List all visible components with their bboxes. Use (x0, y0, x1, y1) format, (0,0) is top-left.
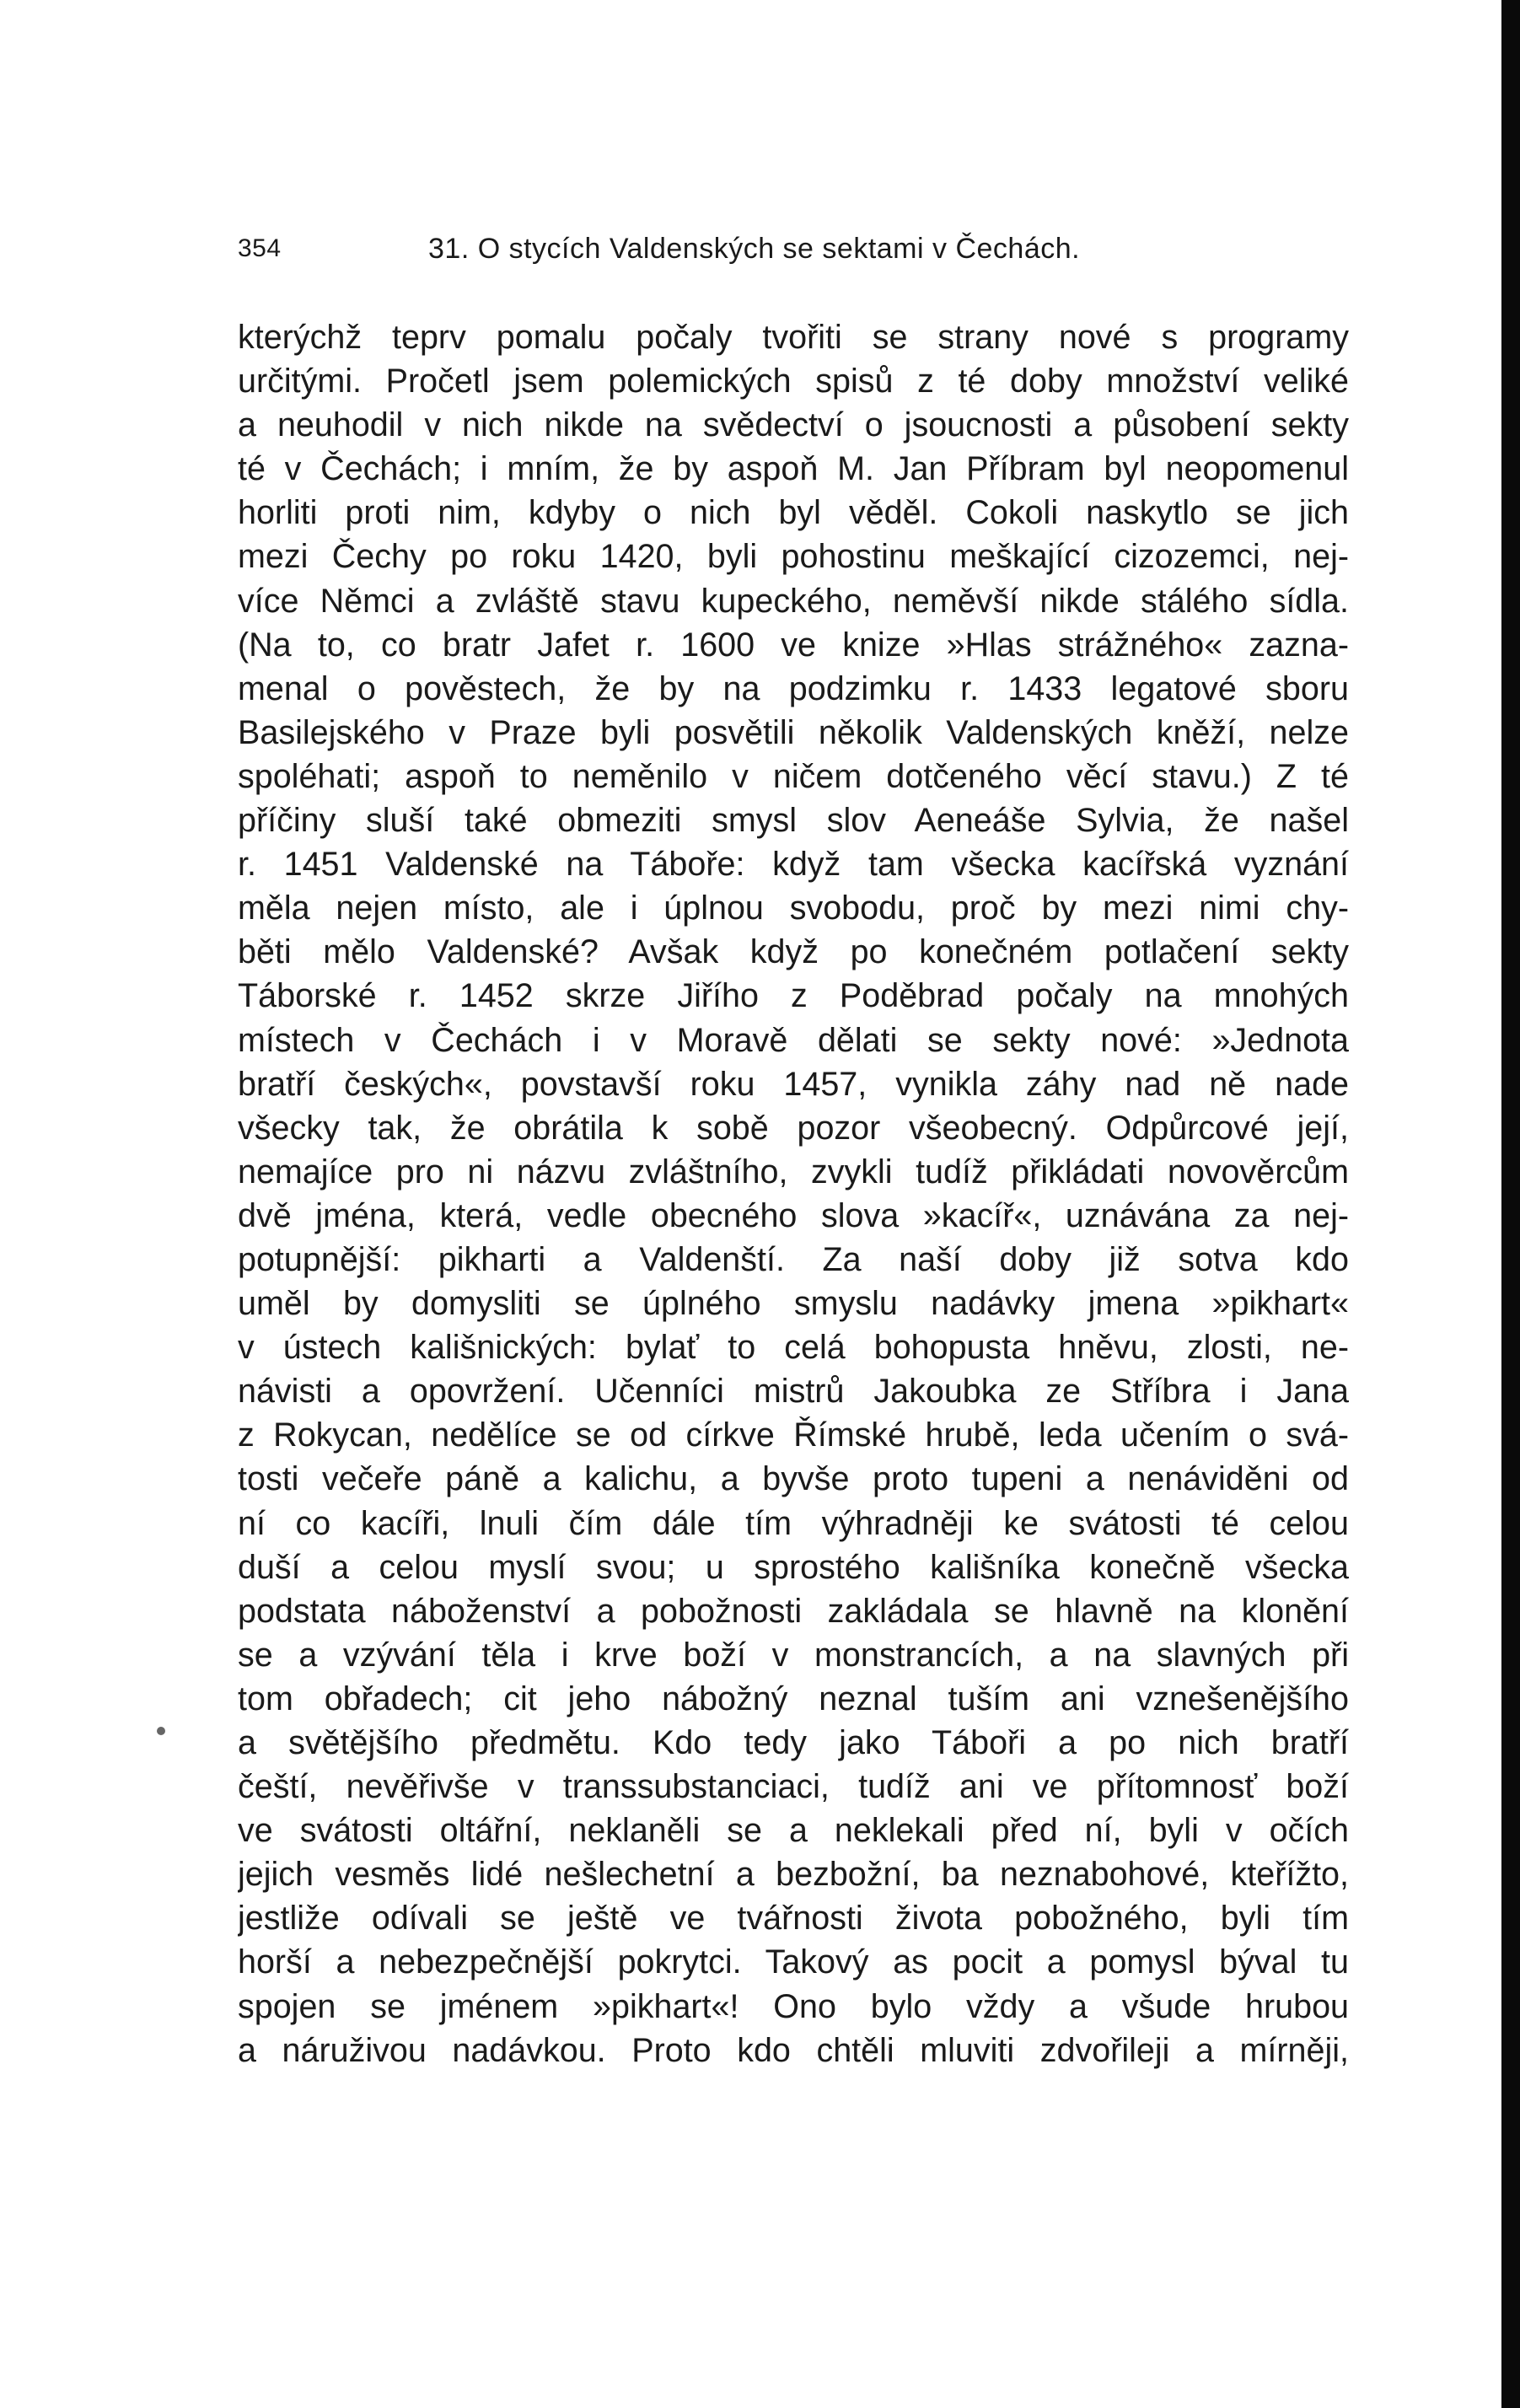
text-line: podstata náboženství a pobožnosti zakládala se hlavně na klonění (238, 1592, 1349, 1630)
scan-edge-border (1501, 0, 1520, 2408)
text-line: jejich vesměs lidé nešlechetní a bezbožní, ba neznabohové, kteřížto, (238, 1856, 1349, 1894)
text-line: v ústech kališnických: bylať to celá bohopusta hněvu, zlosti, ne- (238, 1329, 1349, 1367)
text-line: dvě jména, která, vedle obecného slova »kacíř«, uznávána za nej- (238, 1196, 1349, 1234)
text-line: kterýchž teprv pomalu počaly tvořiti se strany nové s programy (238, 319, 1349, 356)
text-line: tosti večeře páně a kalichu, a byvše proto tupeni a nenáviděni od (238, 1460, 1349, 1498)
text-line: čeští, nevěřivše v transsubstanciaci, tudíž ani ve přítomnosť boží (238, 1768, 1349, 1806)
text-line: potupnější: pikharti a Valdenští. Za naší doby již sotva kdo (238, 1240, 1349, 1278)
text-line: horliti proti nim, kdyby o nich byl věděl. Cokoli naskytlo se jich (238, 494, 1349, 532)
text-line: uměl by domysliti se úplného smyslu nadávky jmena »pikhart« (238, 1285, 1349, 1323)
text-line: mezi Čechy po roku 1420, byli pohostinu meškající cizozemci, nej- (238, 538, 1349, 576)
text-line: nemajíce pro ni názvu zvláštního, zvykli tudíž přikládati novověrcům (238, 1153, 1349, 1191)
text-line: návisti a opovržení. Učenníci mistrů Jakoubka ze Stříbra i Jana (238, 1373, 1349, 1411)
page-number: 354 (238, 234, 282, 262)
book-page (238, 228, 1349, 2072)
text-line: bratří českých«, povstavší roku 1457, vynikla záhy nad ně nade (238, 1065, 1349, 1103)
text-line: spoléhati; aspoň to neměnilo v ničem dotčeného věcí stavu.) Z té (238, 757, 1349, 795)
text-line: duší a celou myslí svou; u sprostého kališníka konečně všecka (238, 1548, 1349, 1586)
text-line: Táborské r. 1452 skrze Jiřího z Poděbrad počaly na mnohých (238, 977, 1349, 1015)
chapter-title: 31. O stycích Valdenských se sektami v Čechách. (428, 233, 1081, 265)
text-line: ve svátosti oltářní, neklaněli se a neklekali před ní, byli v očích (238, 1812, 1349, 1850)
text-line: z Rokycan, nedělíce se od církve Římské hrubě, leda učením o svá- (238, 1416, 1349, 1454)
text-line: jestliže odívali se ještě ve tvářnosti života pobožného, byli tím (238, 1900, 1349, 1938)
text-line: té v Čechách; i mním, že by aspoň M. Jan Příbram byl neopomenul (238, 450, 1349, 488)
text-line: všecky tak, že obrátila k sobě pozor všeobecný. Odpůrcové její, (238, 1109, 1349, 1147)
text-line: běti mělo Valdenské? Avšak když po konečném potlačení sekty (238, 933, 1349, 971)
scan-speck-marks (143, 1105, 211, 1138)
text-line: menal o pověstech, že by na podzimku r. 1433 legatové sboru (238, 669, 1349, 707)
text-line: tom obřadech; cit jeho nábožný neznal tuším ani vznešenějšího (238, 1680, 1349, 1717)
text-line: a světějšího předmětu. Kdo tedy jako Táboři a po nich bratří (238, 1724, 1349, 1761)
text-line: se a vzývání těla i krve boží v monstrancích, a na slavných při (238, 1636, 1349, 1674)
text-line: (Na to, co bratr Jafet r. 1600 ve knize »Hlas strážného« zazna- (238, 626, 1349, 664)
text-line: a neuhodil v nich nikde na svědectví o jsoucnosti a působení sekty (238, 406, 1349, 444)
body-text (238, 315, 1349, 2072)
text-line: určitými. Pročetl jsem polemických spisů z té doby množství veliké (238, 363, 1349, 400)
running-head (238, 228, 1349, 278)
text-line: více Němci a zvláště stavu kupeckého, neměvší nikde stálého sídla. (238, 582, 1349, 620)
text-line: r. 1451 Valdenské na Táboře: když tam všecka kacířská vyznání (238, 846, 1349, 884)
text-line: horší a nebezpečnější pokrytci. Takový as pocit a pomysl býval tu (238, 1943, 1349, 1981)
text-line: spojen se jménem »pikhart«! Ono bylo vždy a všude hrubou (238, 1987, 1349, 2025)
text-line: místech v Čechách i v Moravě dělati se sekty nové: »Jednota (238, 1021, 1349, 1059)
text-line: ní co kacíři, lnuli čím dále tím výhradněji ke svátosti té celou (238, 1504, 1349, 1542)
text-line: měla nejen místo, ale i úplnou svobodu, proč by mezi nimi chy- (238, 890, 1349, 927)
text-line: a náruživou nadávkou. Proto kdo chtěli mluviti zdvořileji a mírněji, (238, 2031, 1349, 2069)
scan-speck-dot (157, 1727, 165, 1735)
text-line: příčiny sluší také obmeziti smysl slov Aeneáše Sylvia, že našel (238, 802, 1349, 840)
text-line: Basilejského v Praze byli posvětili několik Valdenských kněží, nelze (238, 713, 1349, 751)
